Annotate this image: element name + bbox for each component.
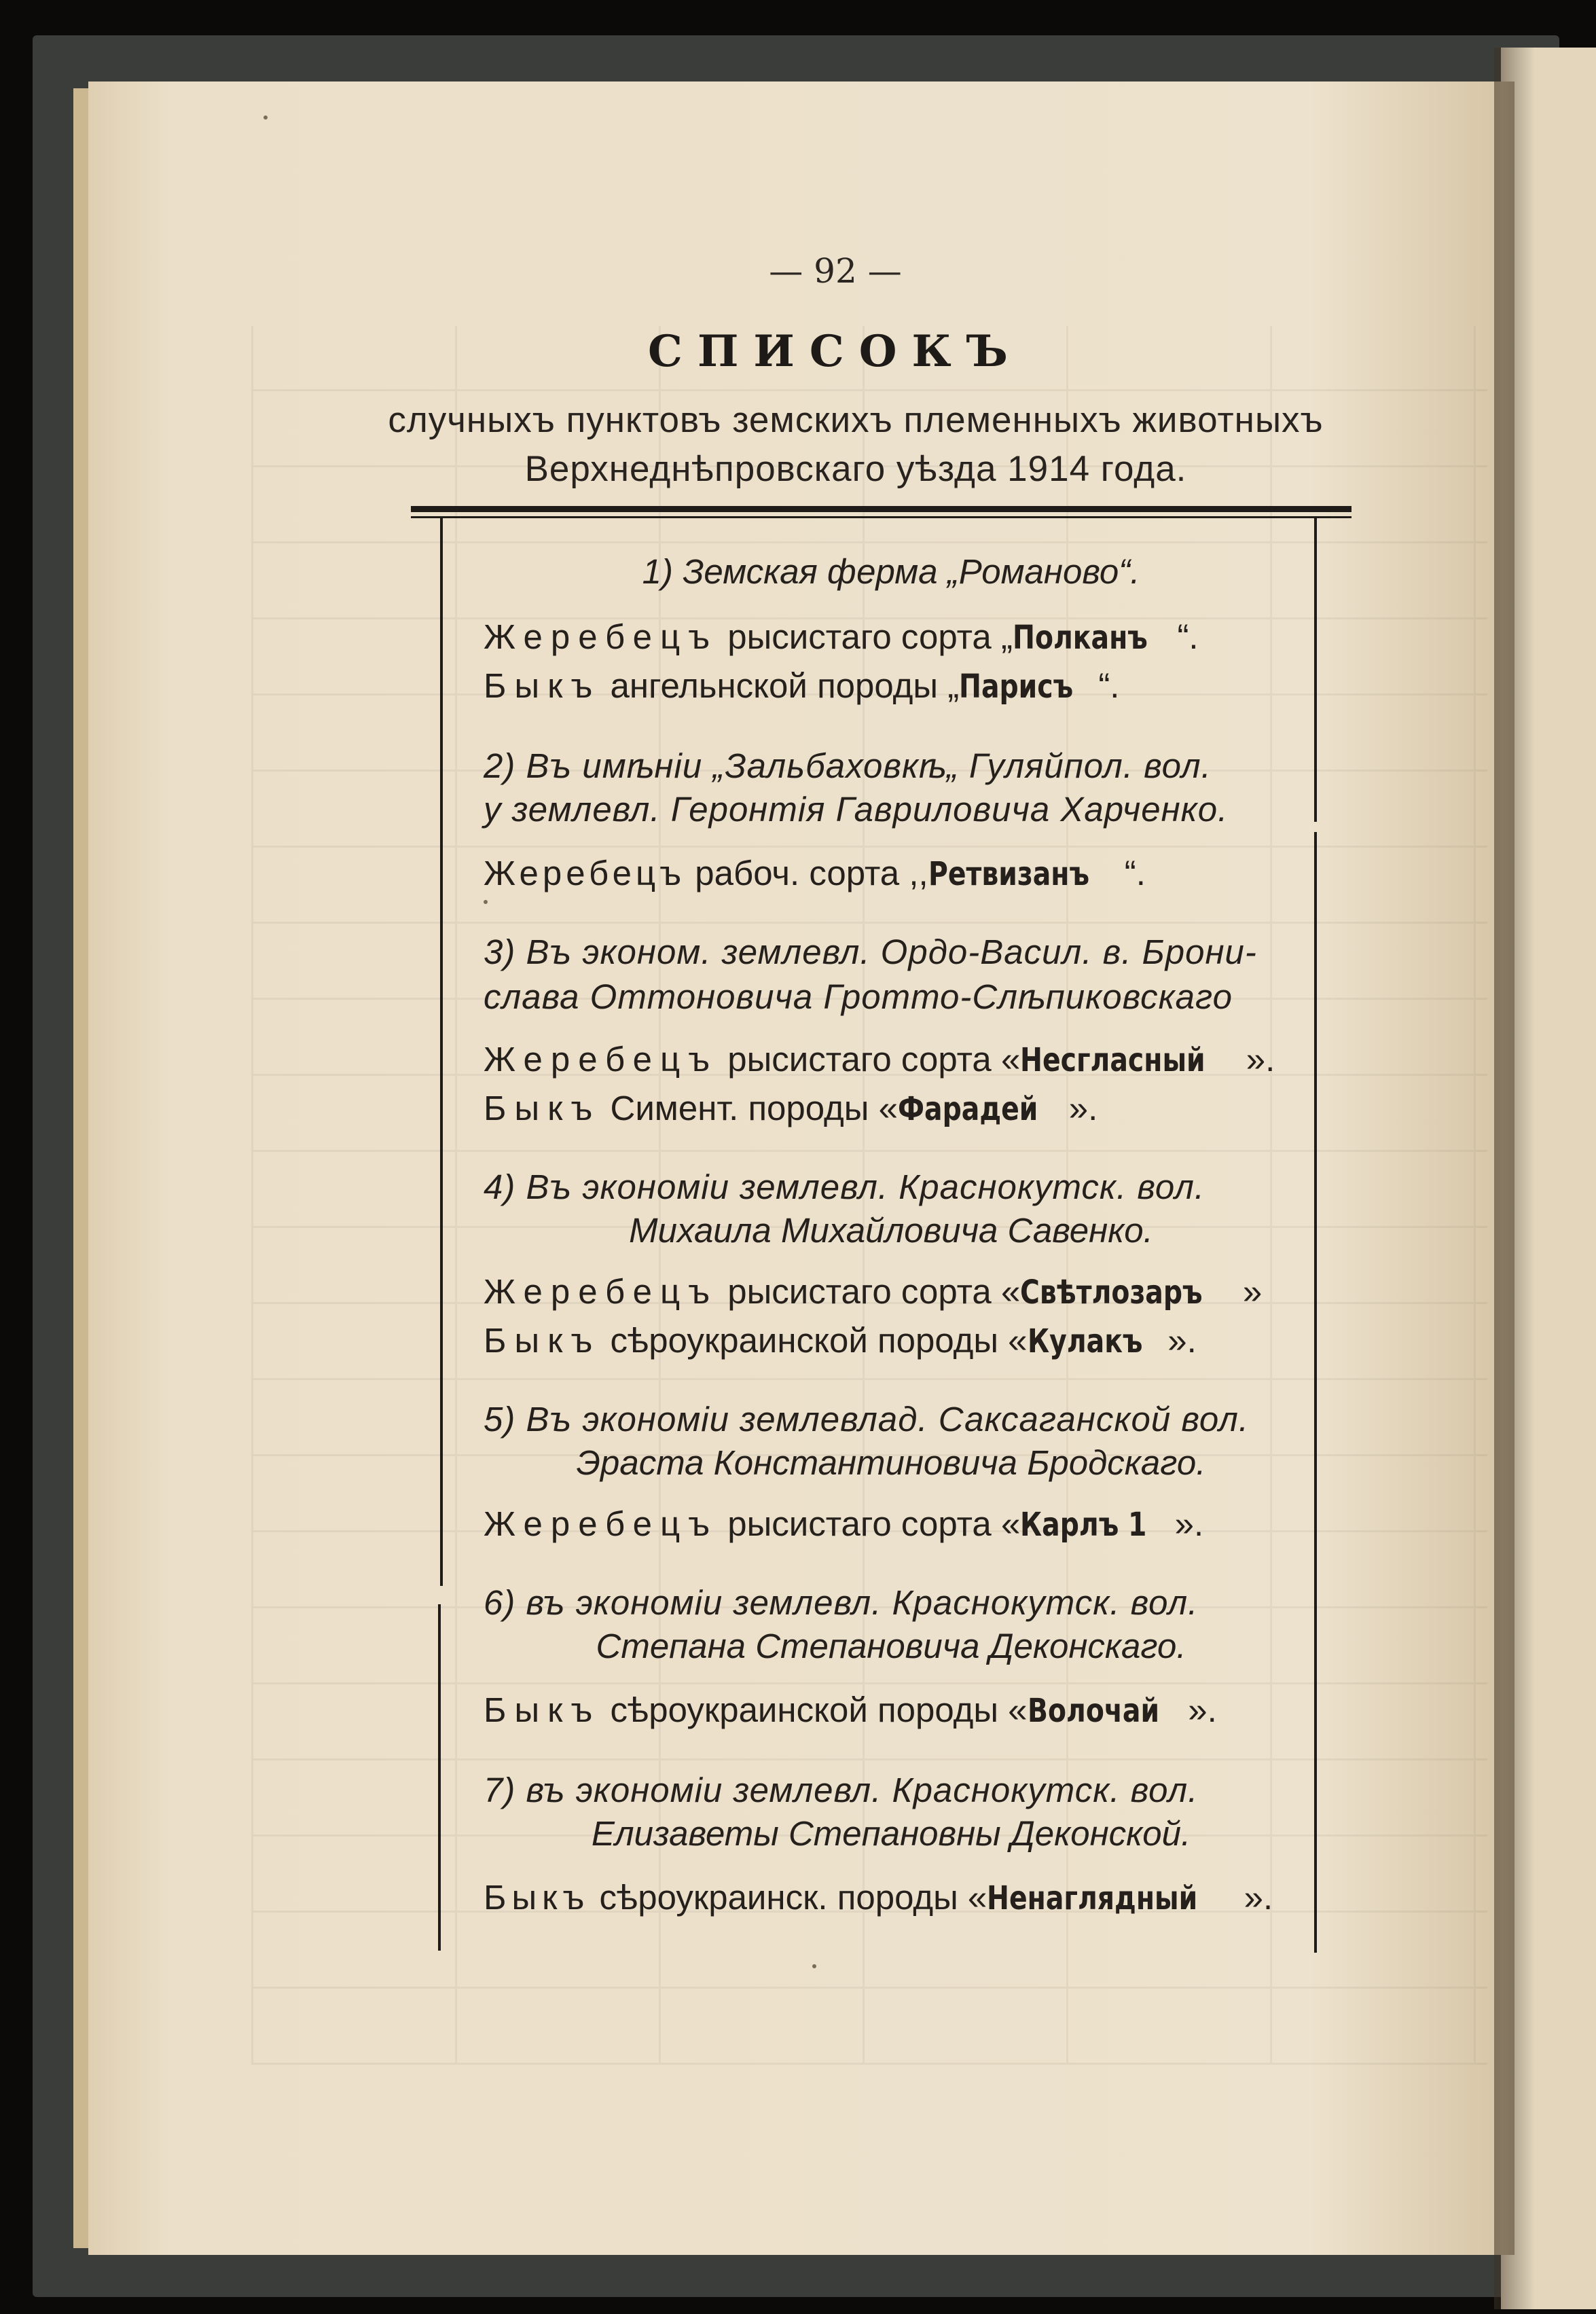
quote-open: « bbox=[967, 1878, 987, 1917]
quote-close: “. bbox=[1098, 666, 1120, 705]
quote-open: « bbox=[1008, 1321, 1028, 1360]
animal-line bbox=[484, 1690, 1299, 1730]
animal-name: Парисъ bbox=[959, 668, 1074, 706]
right-border-upper bbox=[1314, 516, 1317, 822]
quote-close: » bbox=[1242, 1272, 1263, 1311]
quote-open: „ bbox=[947, 666, 960, 705]
paper-speck bbox=[264, 115, 268, 120]
animal-label: Быкъ bbox=[484, 666, 601, 705]
entry-heading-line: слава Оттоновича Гротто-Слѣпиковскаго bbox=[484, 977, 1233, 1016]
animal-name: Волочай bbox=[1027, 1692, 1159, 1730]
animal-line bbox=[484, 1320, 1299, 1360]
entry-heading-line: 7) въ экономіи землевл. Краснокутск. вол. bbox=[484, 1771, 1199, 1809]
entry-heading-line: 2) Въ имѣніи „Зальбаховкѣ„ Гуляйпол. вол. bbox=[484, 746, 1212, 785]
animal-line bbox=[484, 1271, 1299, 1312]
paper-speck bbox=[484, 900, 488, 904]
animal-label: Быкъ bbox=[484, 1878, 590, 1917]
quote-close: ». bbox=[1246, 1040, 1275, 1079]
animal-line bbox=[484, 1088, 1299, 1128]
quote-close: ». bbox=[1188, 1691, 1217, 1729]
subtitle-line-1: случныхъ пунктовъ земскихъ племенныхъ животныхъ bbox=[388, 400, 1324, 440]
header-rule-thin bbox=[411, 516, 1352, 518]
animal-name: Ненаглядный bbox=[987, 1879, 1198, 1917]
quote-open: « bbox=[1008, 1691, 1028, 1729]
left-border-upper bbox=[440, 516, 443, 1586]
quote-open: „ bbox=[1000, 617, 1013, 656]
animal-name: Полканъ bbox=[1012, 619, 1148, 657]
entry-heading-line: 5) Въ экономіи землевлад. Саксаганской вол. bbox=[484, 1400, 1250, 1439]
animal-label: Жеребецъ bbox=[484, 1504, 719, 1543]
animal-line bbox=[484, 853, 1299, 893]
animal-desc: Симент. породы bbox=[610, 1089, 869, 1127]
entry-heading-line: Степана Степановича Деконскаго. bbox=[596, 1627, 1186, 1665]
paper-speck bbox=[812, 1964, 816, 1968]
quote-open: « bbox=[1000, 1040, 1021, 1079]
animal-label: Жеребецъ bbox=[484, 854, 686, 892]
entry-heading-line: 6) въ экономіи землевл. Краснокутск. вол. bbox=[484, 1583, 1199, 1622]
quote-close: ». bbox=[1174, 1504, 1204, 1543]
page-title: СПИСОКЪ bbox=[648, 326, 1023, 377]
animal-name: Фарадей bbox=[898, 1090, 1038, 1128]
quote-open: ,, bbox=[909, 854, 928, 892]
quote-open: « bbox=[878, 1089, 898, 1127]
animal-desc: рысистаго сорта bbox=[727, 1504, 992, 1543]
subtitle-line-2: Верхнеднѣпровскаго уѣзда 1914 года. bbox=[524, 449, 1187, 489]
left-border-lower bbox=[438, 1604, 441, 1951]
animal-label: Быкъ bbox=[484, 1089, 601, 1127]
animal-desc: сѣроукраинской породы bbox=[610, 1691, 998, 1729]
animal-label: Жеребецъ bbox=[484, 617, 719, 656]
quote-close: “. bbox=[1177, 617, 1199, 656]
animal-desc: рысистаго сорта bbox=[727, 1040, 992, 1079]
entry-heading-line: Михаила Михайловича Савенко. bbox=[629, 1211, 1153, 1250]
entry-heading-line: Елизаветы Степановны Деконской. bbox=[591, 1814, 1191, 1853]
animal-label: Жеребецъ bbox=[484, 1040, 719, 1079]
animal-desc: рысистаго сорта bbox=[727, 617, 992, 656]
entry-heading-line: 3) Въ эконом. землевл. Ордо-Васил. в. Брони- bbox=[484, 933, 1257, 971]
animal-label: Жеребецъ bbox=[484, 1272, 719, 1311]
entry-heading-line: 1) Земская ферма „Романово“. bbox=[642, 552, 1140, 591]
animal-label: Быкъ bbox=[484, 1321, 601, 1360]
quote-close: ». bbox=[1244, 1878, 1273, 1917]
page-number: — 92 — bbox=[769, 251, 902, 291]
quote-close: ». bbox=[1167, 1321, 1197, 1360]
entry-heading-line: Эраста Константиновича Бродскаго. bbox=[576, 1443, 1206, 1482]
animal-name: Свѣтлозаръ bbox=[1020, 1273, 1203, 1312]
quote-close: ». bbox=[1068, 1089, 1098, 1127]
animal-desc: сѣроукраинск. породы bbox=[599, 1878, 958, 1917]
animal-line bbox=[484, 666, 1299, 706]
animal-name: Ретвизанъ bbox=[928, 855, 1089, 893]
right-border-lower bbox=[1314, 832, 1317, 1953]
entry-heading-line: 4) Въ экономіи землевл. Краснокутск. вол. bbox=[484, 1168, 1205, 1206]
animal-name: Кулакъ bbox=[1027, 1322, 1143, 1360]
animal-name: Несгласный bbox=[1020, 1041, 1205, 1079]
header-rule-thick bbox=[411, 506, 1352, 512]
animal-line bbox=[484, 1877, 1299, 1917]
entry-heading-line: у землевл. Геронтія Гавриловича Харченко. bbox=[484, 790, 1229, 829]
animal-desc: сѣроукраинской породы bbox=[610, 1321, 998, 1360]
animal-name: Карлъ 1 bbox=[1020, 1506, 1147, 1544]
quote-open: « bbox=[1000, 1272, 1021, 1311]
animal-desc: рысистаго сорта bbox=[727, 1272, 992, 1311]
quote-open: « bbox=[1000, 1504, 1021, 1543]
animal-desc: рабоч. сорта bbox=[695, 854, 900, 892]
quote-close: “. bbox=[1124, 854, 1146, 892]
animal-label: Быкъ bbox=[484, 1691, 601, 1729]
animal-line bbox=[484, 1039, 1299, 1079]
gutter-shadow bbox=[1494, 48, 1535, 2309]
animal-line bbox=[484, 1504, 1299, 1544]
animal-desc: ангельнской породы bbox=[610, 666, 939, 705]
animal-line bbox=[484, 617, 1299, 657]
